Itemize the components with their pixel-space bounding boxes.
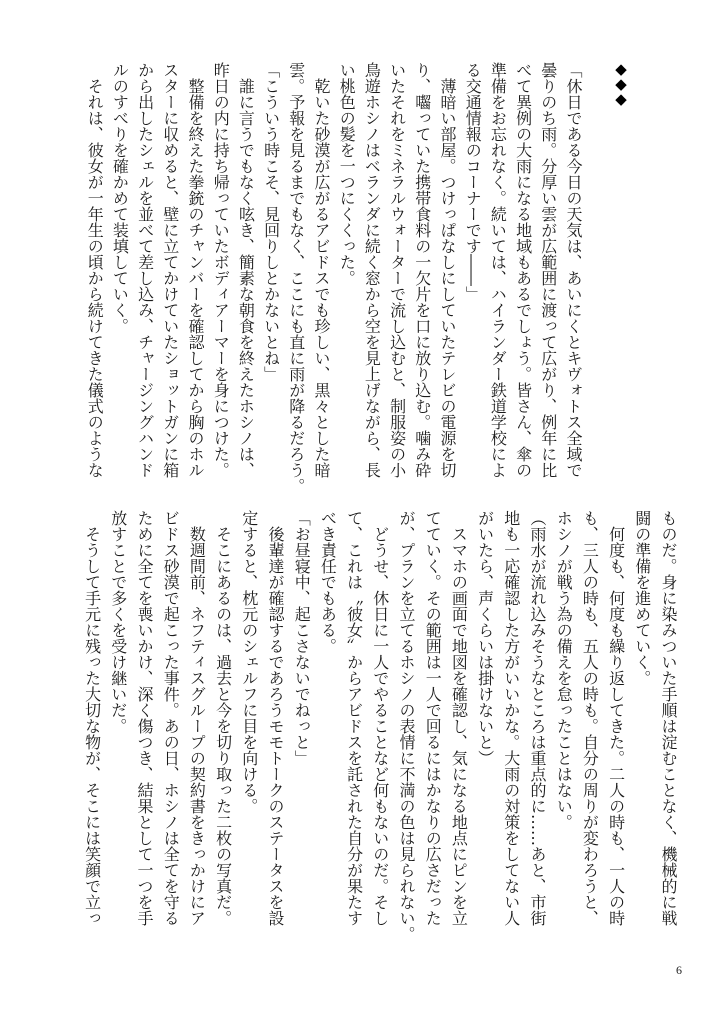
text-column: 「お昼寝中、起こさないでねっと」 (292, 510, 312, 766)
text-column: 後輩達が確認するであろうモモトークのステータスを設 (266, 510, 285, 926)
text-column: 「休日である今日の天気は、あいにくとキヴォトス全域で (564, 62, 583, 478)
text-column: そうして手元に残った大切な物が、そこには笑顔で立っ (82, 510, 102, 926)
text-column: い桃色の髪を一つにくくった。 (337, 62, 357, 286)
text-column: 誰に言うでもなく呟き、簡素な朝食を終えたホシノは、 (236, 62, 256, 478)
text-column: 整備を終えた拳銃のチャンバーを確認してから胸のホル (186, 62, 205, 478)
text-column: 「こういう時こそ、見回りしとかないとね」 (261, 62, 281, 382)
text-column: 定すると、枕元のシェルフに目を向ける。 (239, 510, 259, 814)
text-column: 闘の準備を進めていく。 (632, 510, 652, 686)
diamond-icon: ◆ (615, 75, 627, 93)
text-column: 地も一応確認した方がいいかな。大雨の対策をしてない人 (501, 510, 521, 926)
text-column: から出したシェルを並べて差し込み、チャージングハンド (135, 62, 155, 478)
text-column: 数週間前、ネフティスグループの契約書をきっかけにア (187, 510, 207, 926)
text-column: スターに収めると、壁に立てかけていたショットガンに箱 (160, 62, 180, 478)
text-column: てていく。その範囲は一人で回るにはかなりの広さだった (423, 510, 443, 926)
text-column: が、プランを立てるホシノの表情に不満の色は見られない。 (397, 510, 416, 942)
text-column: そこにあるのは、過去と今を切り取った二枚の写真だ。 (213, 510, 233, 926)
text-column: り、囓っていた携帯食料の一欠片を口に放り込む。噛み砕 (412, 62, 432, 478)
text-column: それは、彼女が一年生の頃から続けてきた儀式のような (85, 62, 105, 478)
text-column: て、これは〝彼女〟からアビドスを託された自分が果たす (344, 510, 364, 926)
text-column: 雲。予報を見るまでもなく、ここにも直に雨が降るだろう。 (286, 62, 306, 494)
text-column: ルのすべりを確かめて装填していく。 (110, 62, 130, 334)
text-column: どうせ、休日に一人でやることなど何もないのだ。そし (370, 510, 390, 926)
text-column: いたそれをミネラルウォーターで流し込むと、制服姿の小 (387, 62, 407, 478)
text-column: 乾いた砂漠が広がるアビドスでも珍しい、黒々とした暗 (312, 62, 331, 478)
diamond-icon: ◆ (615, 90, 627, 108)
text-column: がいたら、声くらいは掛けないと） (475, 510, 495, 766)
text-column: ビドス砂漠で起こった事件。あの日、ホシノは全てを守る (161, 510, 181, 926)
text-column: スマホの画面で地図を確認し、気になる地点にピンを立 (449, 510, 469, 926)
page-number: 6 (676, 963, 682, 977)
text-column: も、三人の時も、五人の時も。自分の周りが変わろうと、 (580, 510, 600, 926)
text-column: 曇りのち雨。分厚い雲が広範囲に渡って広がり、例年に比 (538, 62, 558, 478)
text-column: （雨水が流れ込みそうなところは重点的に……あと、市街 (528, 510, 547, 926)
text-column: 準備をお忘れなく。続いては、ハイランダー鉄道学校によ (488, 62, 508, 478)
text-column: 何度も、何度も繰り返してきた。二人の時も、一人の時 (606, 510, 626, 926)
text-column: 放すことで多くを受け継いだ。 (108, 510, 128, 734)
section-break-diamonds (613, 62, 629, 107)
text-column: 昨日の内に持ち帰っていたボディアーマーを身につけた。 (211, 62, 231, 478)
diamond-icon: ◆ (615, 60, 627, 78)
text-column: る交通情報のコーナーです――」 (463, 62, 483, 302)
text-column: べて異例の大雨になる地域もあるでしょう。皆さん、傘の (513, 62, 533, 478)
text-column: ために全てを喪いかけ、深く傷つき、結果として一つを手 (135, 510, 154, 926)
text-column: ホシノが戦う為の備えを怠ったことはない。 (554, 510, 574, 830)
text-column: 鳥遊ホシノはベランダに続く窓から空を見上げながら、長 (362, 62, 382, 478)
text-column: 薄暗い部屋。つけっぱなしにしていたテレビの電源を切 (438, 62, 457, 478)
text-column: ものだ。身に染みついた手順は淀むことなく、機械的に戦 (659, 510, 678, 926)
text-column: べき責任でもある。 (318, 510, 338, 654)
